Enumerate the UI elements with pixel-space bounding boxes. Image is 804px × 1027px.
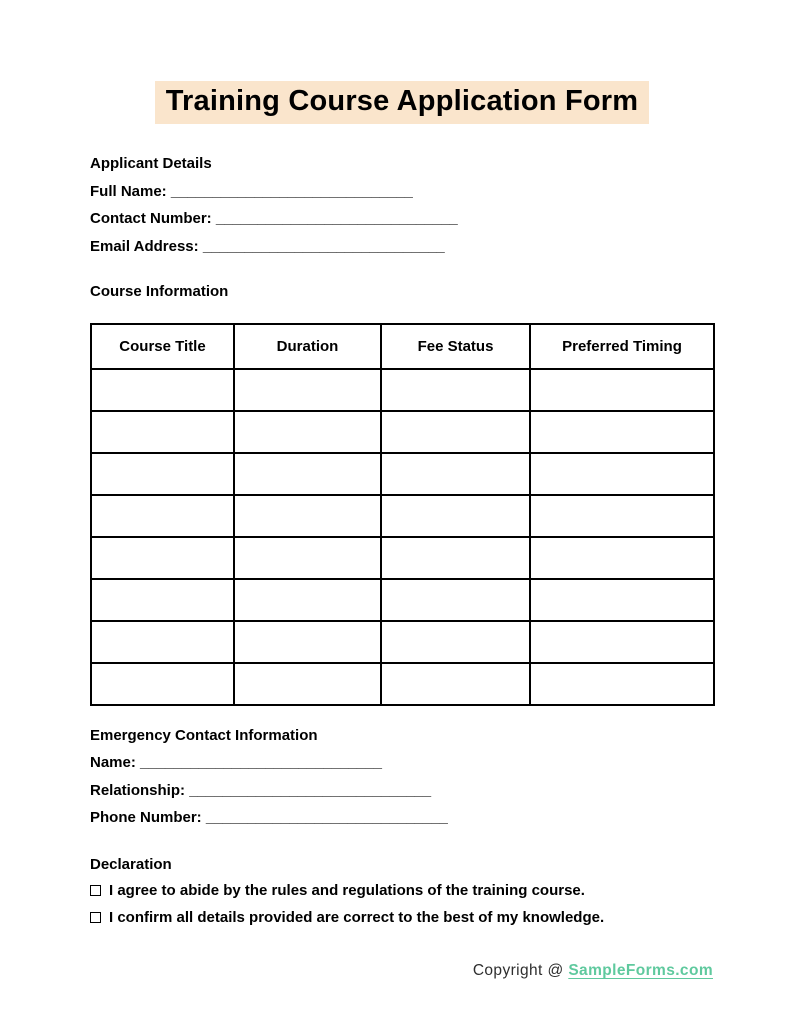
email-address-label: Email Address: [90,237,199,255]
contact-number-blank-line: _____________________________ [215,210,458,228]
contact-number-field [90,205,713,233]
phone-number-field [90,804,713,832]
email-address-field [90,233,713,261]
course-table-body [91,369,714,705]
full-name-label: Full Name: [90,182,167,200]
course-table-empty-cell [91,663,234,705]
duration-column-header: Duration [234,324,381,369]
checkbox-icon[interactable] [90,885,101,896]
course-table-empty-cell [91,453,234,495]
course-information-heading: Course Information [90,283,229,301]
sampleforms-link[interactable]: SampleForms.com [568,962,713,980]
course-table-empty-cell [381,537,530,579]
course-table-empty-cell [234,369,381,411]
course-table-empty-cell [381,579,530,621]
course-table-empty-cell [234,663,381,705]
title-row [0,0,804,124]
course-table-empty-cell [530,495,714,537]
course-table-empty-cell [91,411,234,453]
course-table-row [91,369,714,411]
relationship-field [90,777,713,805]
course-table-empty-cell [91,537,234,579]
course-table-empty-cell [234,579,381,621]
course-table-empty-cell [234,621,381,663]
course-table-empty-cell [530,453,714,495]
full-name-field [90,178,713,206]
course-title-column-header: Course Title [91,324,234,369]
declaration-item-rules [90,878,713,905]
relationship-label: Relationship: [90,781,186,799]
course-table-empty-cell [530,621,714,663]
applicant-details-section [90,150,713,260]
email-address-blank-line: _____________________________ [202,237,445,255]
course-table-empty-cell [381,495,530,537]
course-information-table [90,323,715,706]
course-table-row [91,579,714,621]
emergency-contact-heading: Emergency Contact Information [90,726,318,744]
course-table-row [91,537,714,579]
preferred-timing-column-header: Preferred Timing [530,324,714,369]
course-table-row [91,453,714,495]
emergency-name-blank-line: _____________________________ [140,754,382,772]
course-table-empty-cell [91,495,234,537]
emergency-name-label: Name: [90,754,136,772]
document-content [0,150,804,931]
course-table-row [91,411,714,453]
course-table-row [91,663,714,705]
course-table-empty-cell [381,411,530,453]
course-table-empty-cell [91,579,234,621]
relationship-blank-line: _____________________________ [189,781,432,799]
course-table-empty-cell [381,663,530,705]
course-table-empty-cell [234,453,381,495]
emergency-name-field [90,749,713,777]
contact-number-label: Contact Number: [90,210,212,228]
course-table-empty-cell [381,621,530,663]
course-table-empty-cell [530,411,714,453]
declaration-item-confirm [90,905,713,932]
declaration-heading: Declaration [90,855,172,873]
course-table-row [91,621,714,663]
copyright-text: Copyright @ [472,962,564,980]
applicant-details-heading: Applicant Details [90,155,212,173]
footer [0,962,804,980]
phone-number-label: Phone Number: [90,809,202,827]
declaration-section [90,852,713,932]
course-table-header-row [91,324,714,369]
declaration-confirm-text: I confirm all details provided are correct to the best of my knowledge. [109,908,605,926]
emergency-contact-section [90,722,713,832]
course-table-empty-cell [234,537,381,579]
course-table-row [91,495,714,537]
fee-status-column-header: Fee Status [381,324,530,369]
phone-number-blank-line: _____________________________ [205,809,448,827]
course-table-empty-cell [381,453,530,495]
course-table-empty-cell [530,663,714,705]
full-name-blank-line: _____________________________ [170,182,413,200]
course-table-empty-cell [381,369,530,411]
course-table-empty-cell [234,495,381,537]
declaration-rules-text: I agree to abide by the rules and regulations of the training course. [109,882,585,900]
course-table-empty-cell [91,621,234,663]
course-table-empty-cell [234,411,381,453]
course-table-empty-cell [530,579,714,621]
course-table-empty-cell [530,369,714,411]
checkbox-icon[interactable] [90,912,101,923]
course-table-empty-cell [91,369,234,411]
course-table-empty-cell [530,537,714,579]
course-table-head [91,324,714,369]
page-title: Training Course Application Form [155,81,650,124]
